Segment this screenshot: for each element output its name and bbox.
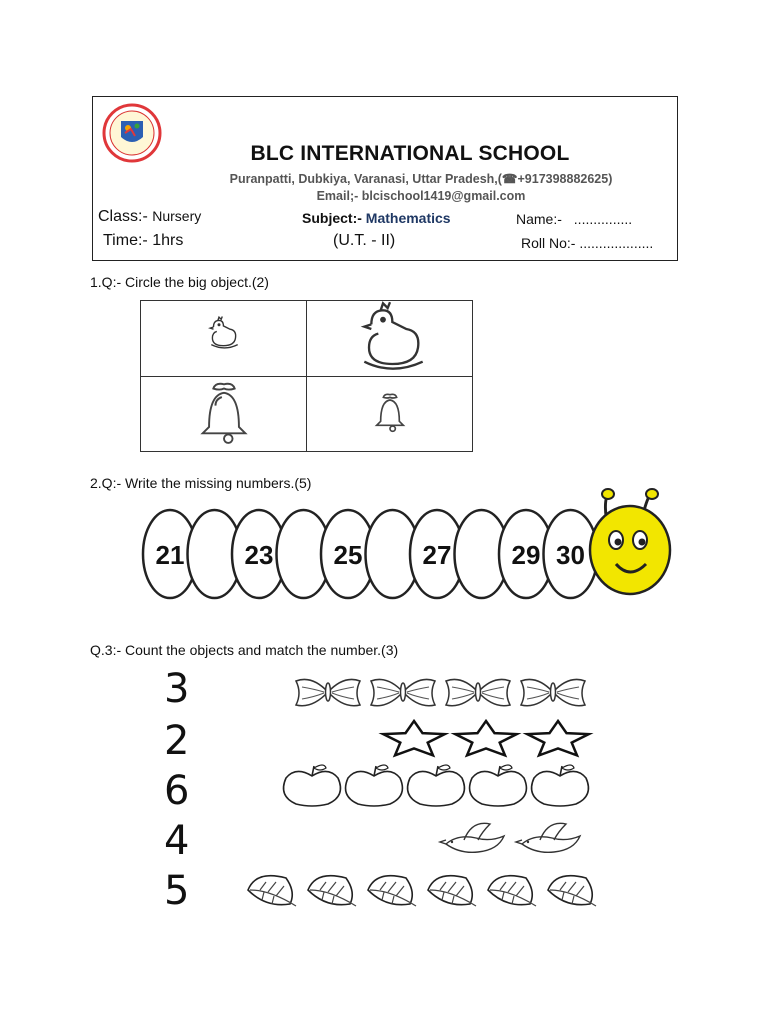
butterfly-icon	[446, 679, 510, 705]
caterpillar-number: 21	[155, 540, 185, 570]
bird-icon	[516, 823, 580, 852]
butterfly-icon	[521, 679, 585, 705]
leaf-icon	[368, 876, 416, 906]
butterfly-icon	[371, 679, 435, 705]
leaf-icon	[488, 876, 536, 906]
question-1: 1.Q:- Circle the big object.(2)	[90, 274, 269, 290]
leaf-icon	[308, 876, 356, 906]
roll-label: Roll No:-	[521, 235, 576, 251]
q1-cell-big-hen[interactable]	[307, 301, 473, 377]
caterpillar-number: 30	[556, 540, 585, 570]
apple-icon	[532, 765, 589, 806]
class-label: Class:-	[98, 208, 148, 225]
matching-objects	[248, 679, 596, 906]
question-2: 2.Q:- Write the missing numbers.(5)	[90, 475, 312, 491]
bird-icon	[440, 823, 504, 852]
roll-field	[521, 235, 653, 251]
leaf-icon	[548, 876, 596, 906]
time-field	[103, 232, 183, 250]
name-value: ...............	[573, 211, 633, 227]
q1-cell-small-bell[interactable]	[307, 377, 473, 452]
school-email: Email;- blcischool1419@gmail.com	[316, 189, 526, 203]
name-field	[516, 211, 632, 227]
name-label: Name:-	[516, 211, 562, 227]
apple-icon	[346, 765, 403, 806]
star-icon	[383, 721, 444, 755]
apple-icon	[470, 765, 527, 806]
question-3: Q.3:- Count the objects and match the number.(3)	[90, 642, 399, 658]
class-value: Nursery	[152, 208, 202, 224]
q1-cell-big-bell[interactable]	[141, 377, 307, 452]
matching-figure	[140, 662, 610, 916]
roll-value: ...................	[579, 235, 654, 251]
star-icon	[527, 721, 588, 755]
big-bell-icon	[189, 380, 259, 444]
school-name: BLC INTERNATIONAL SCHOOL	[250, 142, 570, 165]
caterpillar-body	[143, 510, 598, 598]
subject-value: Mathematics	[365, 210, 451, 226]
caterpillar-number: 29	[511, 540, 541, 570]
q1-grid	[140, 300, 473, 452]
matching-number[interactable]: 6	[164, 768, 190, 814]
matching-number[interactable]: 3	[164, 666, 190, 712]
caterpillar-number: 23	[244, 540, 274, 570]
caterpillar-number: 27	[422, 540, 452, 570]
q1-cell-small-hen[interactable]	[141, 301, 307, 377]
apple-icon	[408, 765, 465, 806]
butterfly-icon	[296, 679, 360, 705]
test-label: (U.T. - II)	[333, 232, 396, 249]
matching-number[interactable]: 4	[164, 818, 190, 864]
matching-number[interactable]: 5	[164, 868, 190, 914]
leaf-icon	[248, 876, 296, 906]
subject-label: Subject:-	[302, 210, 362, 226]
small-hen-icon	[194, 306, 254, 366]
small-bell-icon	[370, 390, 410, 434]
leaf-icon	[428, 876, 476, 906]
caterpillar-head	[590, 489, 670, 594]
subject-field	[302, 210, 451, 226]
time-label: Time:-	[103, 232, 148, 249]
time-value: 1hrs	[152, 232, 184, 249]
star-icon	[455, 721, 516, 755]
class-field	[98, 208, 201, 226]
school-address: Puranpatti, Dubkiya, Varanasi, Uttar Pradesh,(☎+917398882625)	[229, 172, 613, 186]
matching-numbers	[164, 666, 189, 914]
matching-number[interactable]: 2	[164, 718, 190, 764]
caterpillar-number: 25	[333, 540, 363, 570]
big-hen-icon	[355, 301, 425, 371]
apple-icon	[284, 765, 341, 806]
caterpillar-figure	[140, 488, 680, 618]
